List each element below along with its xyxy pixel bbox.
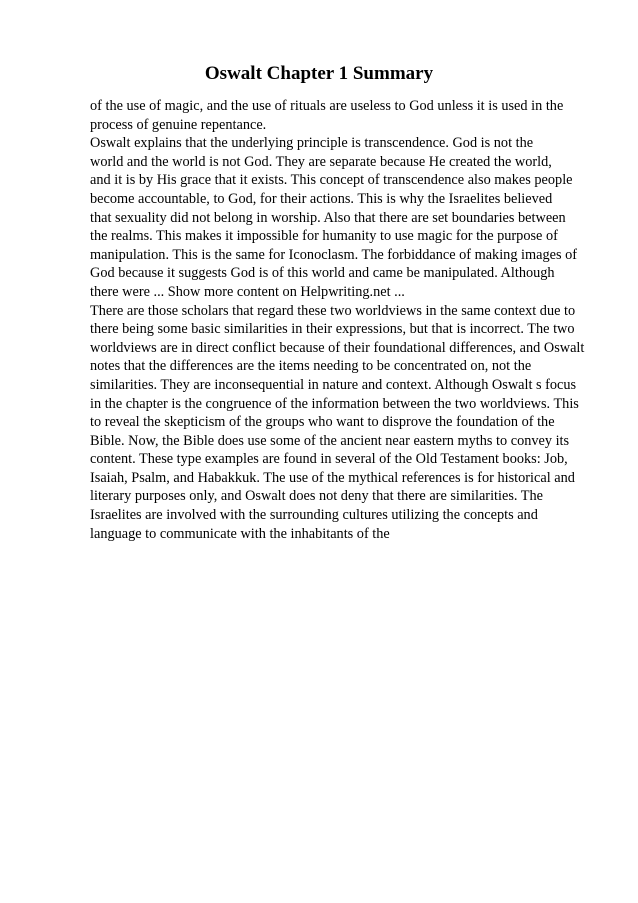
body-line: world and the world is not God. They are separate because He created the world, — [90, 153, 552, 170]
body-line: the realms. This makes it impossible for humanity to use magic for the purpose of — [90, 228, 558, 245]
body-line: manipulation. This is the same for Iconoclasm. The forbiddance of making images of — [90, 246, 578, 263]
body-line: there were ... Show more content on Helpwriting.net ... — [90, 283, 405, 300]
document-title: Oswalt Chapter 1 Summary — [204, 63, 434, 84]
body-line: worldviews are in direct conflict because of their foundational differences, and Oswalt — [90, 339, 585, 356]
body-line: content. These type examples are found in several of the Old Testament books: Job, — [90, 451, 568, 468]
body-line: in the chapter is the congruence of the information between the two worldviews. This — [90, 395, 579, 412]
body-line: Isaiah, Psalm, and Habakkuk. The use of the mythical references is for historical and — [90, 469, 575, 486]
body-line: that sexuality did not belong in worship. Also that there are set boundaries between — [90, 209, 566, 226]
body-line: there being some basic similarities in their expressions, but that is incorrect. The two — [90, 321, 575, 338]
body-line: similarities. They are inconsequential in nature and context. Although Oswalt s focus — [90, 376, 577, 393]
body-line: process of genuine repentance. — [90, 116, 267, 133]
body-line: language to communicate with the inhabitants of the — [90, 525, 390, 542]
body-line: Bible. Now, the Bible does use some of the ancient near eastern myths to convey its — [90, 432, 570, 449]
body-line: of the use of magic, and the use of rituals are useless to God unless it is used in the — [90, 98, 564, 114]
body-line: Israelites are involved with the surrounding cultures utilizing the concepts and — [90, 507, 538, 524]
body-line: become accountable, to God, for their actions. This is why the Israelites believed — [90, 190, 553, 207]
body-line: God because it suggests God is of this world and came be manipulated. Although — [90, 265, 555, 282]
document-body — [90, 97, 600, 543]
body-line: to reveal the skepticism of the groups who want to disprove the foundation of the — [90, 414, 555, 431]
body-line: notes that the differences are the items needing to be concentrated on, not the — [90, 358, 532, 375]
body-line: literary purposes only, and Oswalt does not deny that there are similarities. The — [90, 488, 544, 505]
body-line: There are those scholars that regard these two worldviews in the same context due to — [90, 302, 576, 319]
body-line: and it is by His grace that it exists. This concept of transcendence also makes people — [90, 172, 573, 189]
body-line: Oswalt explains that the underlying principle is transcendence. God is not the — [90, 135, 534, 152]
